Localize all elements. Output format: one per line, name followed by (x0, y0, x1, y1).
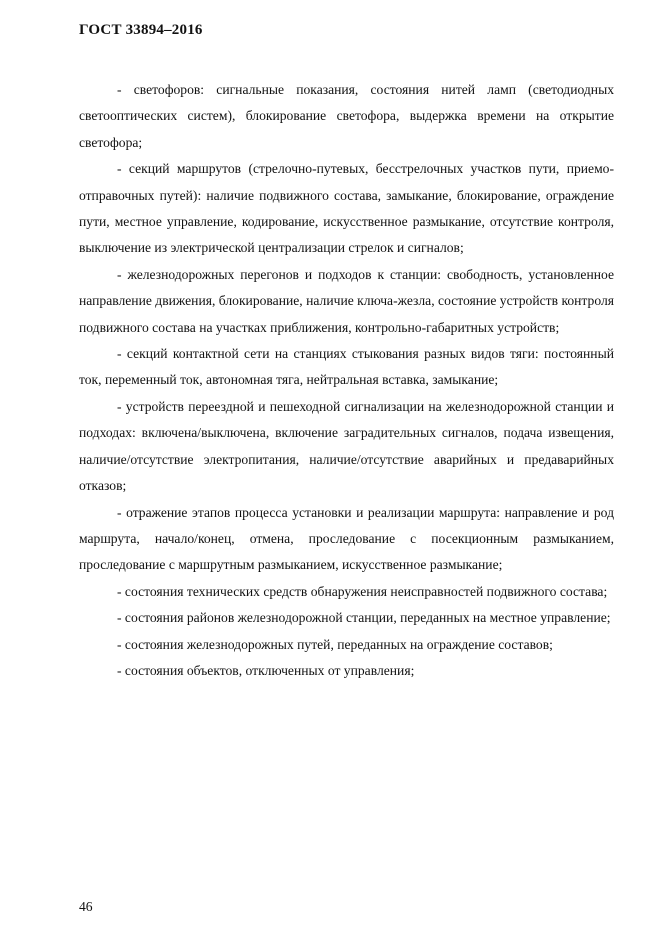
list-item: - состояния объектов, отключенных от управления; (117, 662, 415, 678)
document-body (79, 77, 614, 684)
list-item: - отражение этапов процесса установки и реализации маршрута: направление и род маршрута, начало/конец, отмена, проследование с посекционным размыканием, проследование с маршрутным размыканием, искусственное размыкание; (79, 504, 614, 573)
list-item: - состояния районов железнодорожной станции, переданных на местное управление; (117, 610, 611, 626)
document-header: ГОСТ 33894–2016 (79, 22, 203, 38)
list-item: - устройств переездной и пешеходной сигнализации на железнодорожной станции и подходах: включена/выключена, включение заградительных сигналов, подача извещения, наличие/отсутствие электропитания, наличие/отсутствие аварийных и предаварийных отказов; (79, 398, 614, 494)
list-item: - секций маршрутов (стрелочно-путевых, бесстрелочных участков пути, приемо-отправочных путей): наличие подвижного состава, замыкание, блокирование, ограждение пути, местное управление, кодирование, искусственное размыкание, отсутствие контроля, выключение из электрической централизации стрелок и сигналов; (79, 161, 614, 256)
list-item: - состояния железнодорожных путей, переданных на ограждение составов; (117, 636, 553, 652)
list-item: - железнодорожных перегонов и подходов к станции: свободность, установленное направление движения, блокирование, наличие ключа-жезла, состояние устройств контроля подвижного состава на участках приближения, контрольно-габаритных устройств; (79, 266, 614, 335)
list-item: - состояния технических средств обнаружения неисправностей подвижного состава; (117, 583, 608, 599)
list-item: - секций контактной сети на станциях стыкования разных видов тяги: постоянный ток, переменный ток, автономная тяга, нейтральная вставка, замыкание; (79, 346, 614, 388)
page-number: 46 (79, 899, 93, 914)
list-item: - светофоров: сигнальные показания, состояния нитей ламп (светодиодных светооптических систем), блокирование светофора, выдержка времени на открытие светофора; (79, 82, 614, 150)
